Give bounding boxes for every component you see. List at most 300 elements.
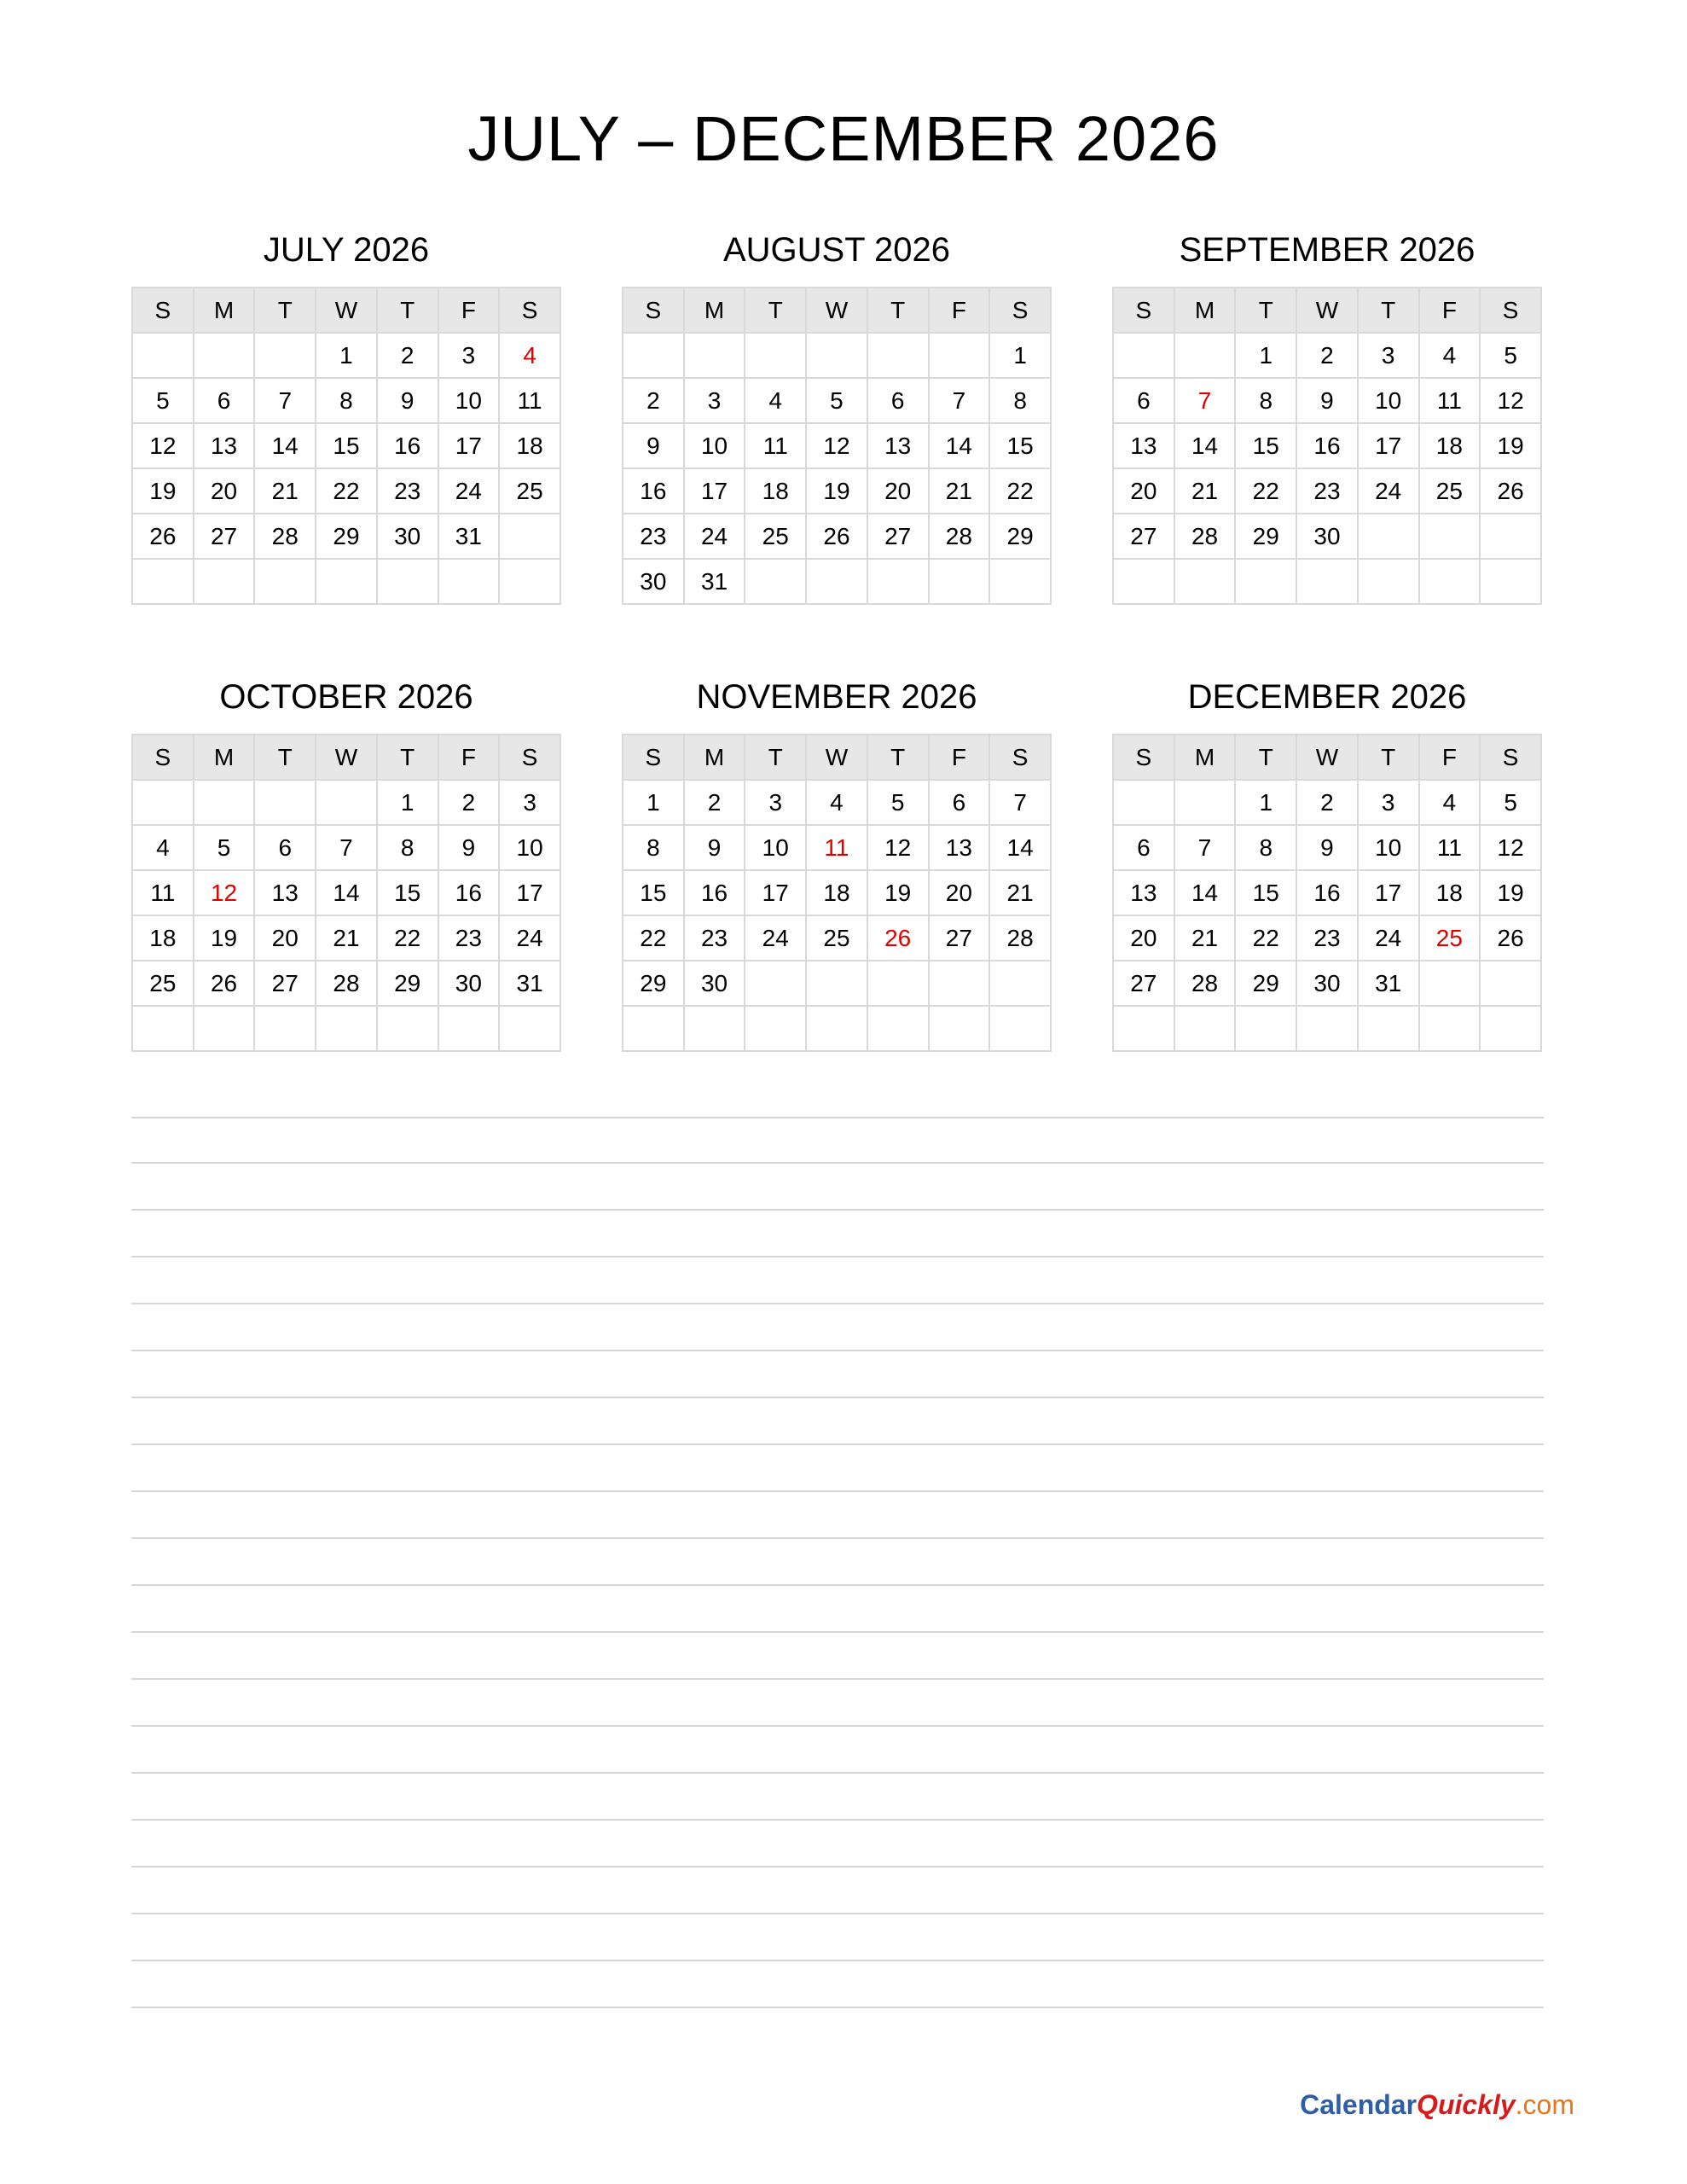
weekday-label: M: [194, 288, 255, 333]
day-cell: 10: [1358, 825, 1419, 870]
weekday-label: W: [1296, 288, 1358, 333]
empty-day-cell: [194, 333, 255, 378]
empty-day-cell: [194, 559, 255, 604]
weekday-label: M: [194, 735, 255, 780]
month-title: SEPTEMBER 2026: [1179, 231, 1475, 269]
day-cell: 5: [1480, 333, 1541, 378]
note-line: [131, 1821, 1544, 1867]
weekday-header-row: [1113, 735, 1541, 780]
weekday-label: T: [867, 288, 929, 333]
weekday-label: F: [1419, 288, 1481, 333]
weekday-label: S: [623, 288, 684, 333]
day-cell: 7: [1174, 825, 1236, 870]
weekday-label: T: [377, 288, 438, 333]
day-cell: 29: [1235, 514, 1296, 559]
empty-day-cell: [806, 333, 867, 378]
day-cell: 3: [499, 780, 560, 825]
weekday-label: W: [1296, 735, 1358, 780]
weekday-label: T: [254, 735, 316, 780]
weekday-label: S: [132, 288, 194, 333]
day-cell: 14: [929, 423, 990, 468]
empty-day-cell: [1113, 559, 1174, 604]
day-cell: 11: [132, 870, 194, 915]
day-cell: 6: [254, 825, 316, 870]
week-row: [1113, 468, 1541, 514]
notes-area: [131, 1117, 1544, 2008]
day-cell: 2: [377, 333, 438, 378]
day-cell: 30: [438, 961, 500, 1006]
weekday-label: W: [316, 735, 377, 780]
day-cell: 7: [1174, 378, 1236, 423]
day-cell: 31: [684, 559, 745, 604]
day-cell: 24: [684, 514, 745, 559]
day-cell: 17: [745, 870, 806, 915]
weekday-label: T: [1358, 288, 1419, 333]
day-cell: 17: [684, 468, 745, 514]
note-line: [131, 1774, 1544, 1821]
day-cell: 23: [684, 915, 745, 961]
week-row: [132, 333, 560, 378]
note-line: [131, 1164, 1544, 1211]
day-cell: 3: [745, 780, 806, 825]
note-line: [131, 1867, 1544, 1914]
day-cell: 8: [316, 378, 377, 423]
day-cell: 31: [1358, 961, 1419, 1006]
day-cell: 15: [316, 423, 377, 468]
empty-day-cell: [194, 780, 255, 825]
weekday-label: T: [867, 735, 929, 780]
day-cell: 15: [623, 870, 684, 915]
note-line: [131, 1586, 1544, 1633]
empty-day-cell: [745, 333, 806, 378]
month-grid: [1112, 734, 1542, 1052]
day-cell: 6: [929, 780, 990, 825]
day-cell: 30: [1296, 514, 1358, 559]
empty-day-cell: [1419, 1006, 1481, 1051]
empty-day-cell: [1174, 333, 1236, 378]
weekday-header-row: [623, 288, 1051, 333]
weekday-label: T: [1235, 735, 1296, 780]
month-grid: [1112, 287, 1542, 605]
month-grid: [622, 287, 1052, 605]
note-line: [131, 1633, 1544, 1680]
empty-day-cell: [745, 961, 806, 1006]
day-cell: 1: [989, 333, 1051, 378]
week-row: [1113, 1006, 1541, 1051]
day-cell: 5: [1480, 780, 1541, 825]
day-cell: 14: [1174, 870, 1236, 915]
empty-day-cell: [1113, 333, 1174, 378]
weekday-label: F: [438, 288, 500, 333]
day-cell: 7: [929, 378, 990, 423]
empty-day-cell: [1480, 559, 1541, 604]
note-line: [131, 1727, 1544, 1774]
empty-day-cell: [132, 780, 194, 825]
day-cell: 14: [989, 825, 1051, 870]
day-cell: 30: [623, 559, 684, 604]
day-cell: 9: [1296, 825, 1358, 870]
day-cell: 30: [684, 961, 745, 1006]
day-cell: 18: [132, 915, 194, 961]
week-row: [1113, 559, 1541, 604]
empty-day-cell: [254, 780, 316, 825]
week-row: [1113, 333, 1541, 378]
day-cell: 18: [745, 468, 806, 514]
day-cell: 19: [1480, 870, 1541, 915]
day-cell: 1: [377, 780, 438, 825]
empty-day-cell: [623, 333, 684, 378]
note-line: [131, 1398, 1544, 1445]
empty-day-cell: [1296, 559, 1358, 604]
day-cell: 8: [1235, 825, 1296, 870]
day-cell: 23: [377, 468, 438, 514]
brand-part-quickly: Quickly: [1417, 2089, 1516, 2120]
empty-day-cell: [1419, 514, 1481, 559]
day-cell: 21: [1174, 915, 1236, 961]
day-cell: 13: [1113, 870, 1174, 915]
note-line: [131, 1351, 1544, 1398]
day-cell: 1: [1235, 333, 1296, 378]
month-calendar: [131, 226, 561, 605]
note-line: [131, 1680, 1544, 1727]
day-cell: 15: [989, 423, 1051, 468]
day-cell: 11: [1419, 378, 1481, 423]
day-cell: 10: [745, 825, 806, 870]
weekday-label: S: [989, 288, 1051, 333]
day-cell: 21: [1174, 468, 1236, 514]
weekday-label: S: [1113, 735, 1174, 780]
day-cell: 14: [1174, 423, 1236, 468]
day-cell: 25: [806, 915, 867, 961]
day-cell: 23: [1296, 915, 1358, 961]
day-cell: 13: [867, 423, 929, 468]
day-cell: 22: [316, 468, 377, 514]
empty-day-cell: [1419, 961, 1481, 1006]
day-cell: 9: [438, 825, 500, 870]
week-row: [1113, 825, 1541, 870]
day-cell: 23: [623, 514, 684, 559]
day-cell: 6: [1113, 825, 1174, 870]
note-line: [131, 1961, 1544, 2008]
day-cell: 13: [929, 825, 990, 870]
empty-day-cell: [806, 559, 867, 604]
weekday-label: F: [438, 735, 500, 780]
note-line: [131, 1211, 1544, 1258]
day-cell: 23: [438, 915, 500, 961]
weekday-label: S: [499, 288, 560, 333]
day-cell: 6: [1113, 378, 1174, 423]
day-cell: 24: [438, 468, 500, 514]
day-cell: 2: [438, 780, 500, 825]
week-row: [623, 378, 1051, 423]
empty-day-cell: [438, 1006, 500, 1051]
month-calendar: [1112, 673, 1542, 1052]
day-cell: 19: [867, 870, 929, 915]
day-cell: 16: [684, 870, 745, 915]
day-cell: 3: [1358, 333, 1419, 378]
month-title: JULY 2026: [263, 231, 430, 269]
empty-day-cell: [1113, 780, 1174, 825]
day-cell: 29: [623, 961, 684, 1006]
day-cell: 22: [377, 915, 438, 961]
week-row: [132, 915, 560, 961]
day-cell: 12: [806, 423, 867, 468]
empty-day-cell: [929, 961, 990, 1006]
day-cell: 5: [194, 825, 255, 870]
day-cell: 31: [499, 961, 560, 1006]
weekday-label: F: [1419, 735, 1481, 780]
day-cell: 2: [623, 378, 684, 423]
month-calendar: [622, 673, 1052, 1052]
empty-day-cell: [806, 1006, 867, 1051]
day-cell: 4: [806, 780, 867, 825]
day-cell: 4: [745, 378, 806, 423]
day-cell: 22: [623, 915, 684, 961]
empty-day-cell: [867, 559, 929, 604]
weekday-label: S: [132, 735, 194, 780]
day-cell: 17: [499, 870, 560, 915]
day-cell: 28: [254, 514, 316, 559]
empty-day-cell: [499, 1006, 560, 1051]
week-row: [1113, 423, 1541, 468]
day-cell: 4: [1419, 780, 1481, 825]
day-cell: 24: [1358, 915, 1419, 961]
day-cell: 9: [623, 423, 684, 468]
weekday-label: F: [929, 288, 990, 333]
weekday-label: W: [316, 288, 377, 333]
empty-day-cell: [867, 961, 929, 1006]
week-row: [623, 333, 1051, 378]
day-cell: 27: [194, 514, 255, 559]
weekday-label: S: [623, 735, 684, 780]
note-line: [131, 1304, 1544, 1351]
day-cell: 19: [1480, 423, 1541, 468]
empty-day-cell: [745, 559, 806, 604]
day-cell: 18: [1419, 870, 1481, 915]
weekday-label: W: [806, 735, 867, 780]
day-cell: 29: [377, 961, 438, 1006]
day-cell: 20: [1113, 915, 1174, 961]
day-cell: 17: [1358, 423, 1419, 468]
empty-day-cell: [1174, 780, 1236, 825]
day-cell: 19: [132, 468, 194, 514]
empty-day-cell: [1480, 514, 1541, 559]
day-cell: 13: [254, 870, 316, 915]
day-cell: 26: [806, 514, 867, 559]
day-cell: 10: [684, 423, 745, 468]
day-cell: 20: [1113, 468, 1174, 514]
day-cell: 19: [806, 468, 867, 514]
weekday-label: S: [989, 735, 1051, 780]
weekday-label: M: [684, 288, 745, 333]
empty-day-cell: [684, 333, 745, 378]
empty-day-cell: [1480, 961, 1541, 1006]
empty-day-cell: [929, 333, 990, 378]
weekday-header-row: [623, 735, 1051, 780]
day-cell: 10: [499, 825, 560, 870]
day-cell: 28: [929, 514, 990, 559]
note-line: [131, 1539, 1544, 1586]
week-row: [132, 559, 560, 604]
weekday-label: T: [1358, 735, 1419, 780]
day-cell: 5: [867, 780, 929, 825]
week-row: [1113, 961, 1541, 1006]
empty-day-cell: [132, 559, 194, 604]
week-row: [623, 825, 1051, 870]
day-cell: 30: [377, 514, 438, 559]
day-cell: 8: [377, 825, 438, 870]
day-cell: 19: [194, 915, 255, 961]
week-row: [623, 961, 1051, 1006]
day-cell: 25: [1419, 915, 1481, 961]
day-cell: 5: [132, 378, 194, 423]
day-cell: 12: [867, 825, 929, 870]
empty-day-cell: [867, 1006, 929, 1051]
weekday-header-row: [1113, 288, 1541, 333]
week-row: [623, 423, 1051, 468]
day-cell: 5: [806, 378, 867, 423]
day-cell: 23: [1296, 468, 1358, 514]
day-cell: 4: [499, 333, 560, 378]
empty-day-cell: [989, 559, 1051, 604]
weekday-label: T: [745, 288, 806, 333]
weekday-label: S: [1480, 288, 1541, 333]
day-cell: 26: [1480, 468, 1541, 514]
week-row: [623, 559, 1051, 604]
day-cell: 25: [499, 468, 560, 514]
month-grid: [622, 734, 1052, 1052]
day-cell: 7: [989, 780, 1051, 825]
day-cell: 28: [1174, 961, 1236, 1006]
empty-day-cell: [1235, 1006, 1296, 1051]
empty-day-cell: [806, 961, 867, 1006]
day-cell: 12: [1480, 825, 1541, 870]
note-line: [131, 1117, 1544, 1164]
day-cell: 4: [132, 825, 194, 870]
empty-day-cell: [1174, 559, 1236, 604]
day-cell: 21: [316, 915, 377, 961]
month-title: OCTOBER 2026: [219, 678, 473, 716]
page-title: JULY – DECEMBER 2026: [467, 103, 1220, 174]
month-grid: [131, 734, 561, 1052]
empty-day-cell: [499, 514, 560, 559]
day-cell: 15: [1235, 423, 1296, 468]
week-row: [132, 870, 560, 915]
empty-day-cell: [1419, 559, 1481, 604]
empty-day-cell: [1113, 1006, 1174, 1051]
week-row: [132, 468, 560, 514]
month-calendar: [1112, 226, 1542, 605]
empty-day-cell: [1235, 559, 1296, 604]
week-row: [623, 780, 1051, 825]
day-cell: 21: [929, 468, 990, 514]
empty-day-cell: [989, 1006, 1051, 1051]
empty-day-cell: [132, 1006, 194, 1051]
weekday-label: S: [1113, 288, 1174, 333]
day-cell: 16: [623, 468, 684, 514]
weekday-label: S: [1480, 735, 1541, 780]
day-cell: 30: [1296, 961, 1358, 1006]
day-cell: 9: [684, 825, 745, 870]
day-cell: 27: [1113, 961, 1174, 1006]
month-title: AUGUST 2026: [722, 231, 951, 269]
day-cell: 16: [377, 423, 438, 468]
month-title: DECEMBER 2026: [1187, 678, 1467, 716]
day-cell: 25: [1419, 468, 1481, 514]
day-cell: 7: [316, 825, 377, 870]
empty-day-cell: [377, 559, 438, 604]
day-cell: 18: [806, 870, 867, 915]
week-row: [132, 780, 560, 825]
empty-day-cell: [254, 1006, 316, 1051]
day-cell: 20: [929, 870, 990, 915]
empty-day-cell: [132, 333, 194, 378]
day-cell: 12: [194, 870, 255, 915]
day-cell: 14: [316, 870, 377, 915]
day-cell: 28: [1174, 514, 1236, 559]
week-row: [1113, 514, 1541, 559]
day-cell: 3: [684, 378, 745, 423]
day-cell: 26: [194, 961, 255, 1006]
day-cell: 10: [438, 378, 500, 423]
week-row: [623, 514, 1051, 559]
empty-day-cell: [254, 333, 316, 378]
day-cell: 12: [1480, 378, 1541, 423]
note-line: [131, 1445, 1544, 1492]
empty-day-cell: [316, 780, 377, 825]
day-cell: 8: [1235, 378, 1296, 423]
day-cell: 31: [438, 514, 500, 559]
day-cell: 27: [254, 961, 316, 1006]
day-cell: 2: [1296, 333, 1358, 378]
day-cell: 11: [1419, 825, 1481, 870]
month-title: NOVEMBER 2026: [696, 678, 977, 716]
weekday-label: T: [254, 288, 316, 333]
day-cell: 22: [989, 468, 1051, 514]
day-cell: 9: [377, 378, 438, 423]
note-line: [131, 1914, 1544, 1961]
day-cell: 14: [254, 423, 316, 468]
day-cell: 17: [1358, 870, 1419, 915]
weekday-label: W: [806, 288, 867, 333]
day-cell: 25: [745, 514, 806, 559]
day-cell: 20: [254, 915, 316, 961]
week-row: [132, 423, 560, 468]
empty-day-cell: [623, 1006, 684, 1051]
brand-part-calendar: Calendar: [1300, 2089, 1417, 2120]
empty-day-cell: [867, 333, 929, 378]
day-cell: 13: [194, 423, 255, 468]
weekday-label: M: [1174, 735, 1236, 780]
week-row: [623, 915, 1051, 961]
day-cell: 22: [1235, 915, 1296, 961]
day-cell: 16: [1296, 423, 1358, 468]
weekday-label: M: [684, 735, 745, 780]
week-row: [623, 870, 1051, 915]
week-row: [132, 1006, 560, 1051]
week-row: [1113, 378, 1541, 423]
empty-day-cell: [684, 1006, 745, 1051]
day-cell: 29: [316, 514, 377, 559]
day-cell: 29: [1235, 961, 1296, 1006]
month-calendar: [131, 673, 561, 1052]
day-cell: 21: [989, 870, 1051, 915]
day-cell: 3: [1358, 780, 1419, 825]
day-cell: 12: [132, 423, 194, 468]
week-row: [1113, 780, 1541, 825]
brand-part-com: .com: [1515, 2089, 1574, 2120]
empty-day-cell: [194, 1006, 255, 1051]
